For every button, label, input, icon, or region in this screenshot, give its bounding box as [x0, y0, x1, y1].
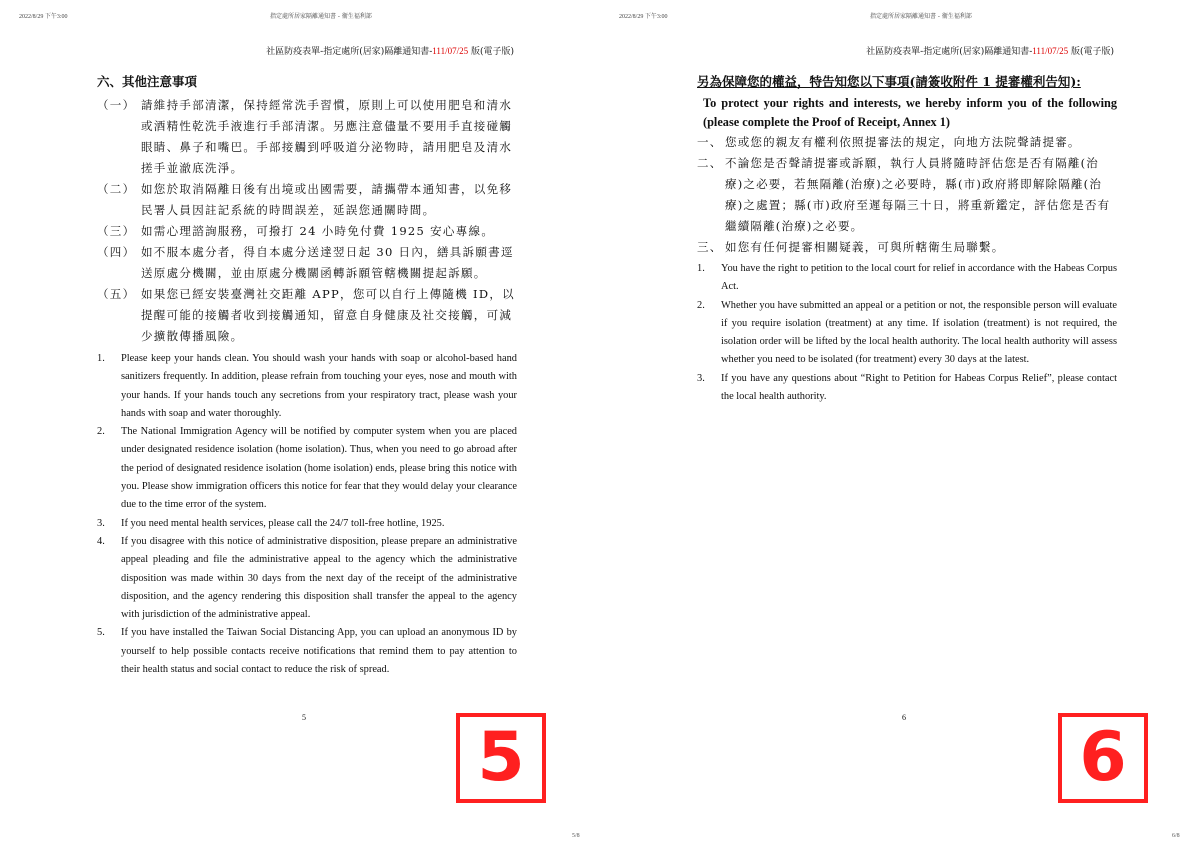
form-id-prefix: 社區防疫表單-指定處所(居家)隔離通知書- — [866, 47, 1033, 57]
page-5-content — [97, 72, 517, 679]
item-text: 如您有任何提審相關疑義，可與所轄衛生局聯繫。 — [725, 240, 1005, 254]
form-id-suffix: 版(電子版) — [1068, 47, 1114, 57]
list-item — [97, 284, 517, 347]
page-footer: 5/8 — [572, 833, 580, 839]
list-item — [697, 237, 1117, 258]
form-id — [866, 44, 1114, 57]
item-text: Whether you have submitted an appeal or a petition or not, the responsible person will evaluate if you require isolation (treatment) at any time. If isolation (treatment) is not required, the isolation order will be lifted by the local health authority. The local health authority will assess whether you need to be isolated (for treatment) every 30 days at the latest. — [721, 299, 1117, 366]
list-item — [697, 370, 1117, 407]
print-title: 指定處所居家隔離通知書 - 衛生福利部 — [270, 13, 372, 20]
list-item — [697, 153, 1117, 237]
list-item — [697, 297, 1117, 370]
list-item — [97, 179, 517, 221]
page-6-content — [697, 72, 1117, 406]
item-text: If you disagree with this notice of administrative disposition, please prepare an administrative appeal pleading and file the administrative appeal to the agency which the administrative disposition was made within 30 days from the next day of the receipt of the administrative disposition, and the agency rendering this disposition shall transfer the appeal to the agency with jurisdiction of the administrative appeal. — [121, 535, 517, 621]
item-number: 5. — [97, 627, 105, 639]
form-version: 111/07/25 — [432, 46, 469, 56]
list-item — [97, 624, 517, 679]
page-footer: 6/8 — [1172, 833, 1180, 839]
page-number: 6 — [902, 713, 906, 722]
list-item — [97, 221, 517, 242]
item-number: （五） — [97, 287, 136, 301]
item-text: 您或您的親友有權利依照提審法的規定，向地方法院聲請提審。 — [725, 135, 1081, 149]
page-badge-5: 5 — [456, 713, 546, 803]
list-item — [697, 260, 1117, 297]
rights-heading: 另為保障您的權益，特告知您以下事項(請簽收附件 1 提審權利告知): — [697, 74, 1081, 89]
item-text: 如不服本處分者，得自本處分送達翌日起 30 日內，繕具訴願書逕送原處分機關，並由原處分機關函轉訴願管轄機關提起訴願。 — [141, 245, 514, 280]
item-number: 一、 — [697, 135, 723, 149]
item-number: 3. — [97, 517, 105, 529]
item-number: （三） — [97, 224, 136, 238]
print-title: 指定處所居家隔離通知書 - 衛生福利部 — [870, 13, 972, 20]
item-number: 4. — [97, 535, 105, 547]
print-timestamp: 2022/8/29 下午3:00 — [619, 14, 668, 20]
item-number: （一） — [97, 98, 136, 112]
item-number: 1. — [97, 353, 105, 364]
item-number: 2. — [97, 426, 105, 438]
item-number: （二） — [97, 182, 136, 196]
item-number: 三、 — [697, 240, 723, 254]
document-page-6 — [600, 0, 1200, 849]
form-id-suffix: 版(電子版) — [468, 47, 514, 57]
item-number: 3. — [697, 372, 705, 384]
item-number: 2. — [697, 299, 705, 311]
page-number: 5 — [302, 713, 306, 722]
list-item — [97, 515, 517, 533]
form-id — [266, 44, 514, 57]
section-heading: 六、其他注意事項 — [97, 74, 198, 89]
list-item — [97, 350, 517, 423]
list-item — [97, 533, 517, 624]
item-text: You have the right to petition to the local court for relief in accordance with the Habeas Corpus Act. — [721, 263, 1117, 293]
item-text: 如需心理諮詢服務，可撥打 24 小時免付費 1925 安心專線。 — [141, 224, 495, 238]
item-text: 如果您已經安裝臺灣社交距離 APP，您可以自行上傳隨機 ID，以提醒可能的接觸者收到接觸通知，留意自身健康及社交接觸，可減少擴散傳播風險。 — [141, 287, 515, 343]
item-number: 1. — [697, 263, 705, 274]
item-number: （四） — [97, 245, 136, 259]
list-item — [97, 95, 517, 179]
item-text: 請維持手部清潔，保持經常洗手習慣，原則上可以使用肥皂和清水或酒精性乾洗手液進行手部清潔。另應注意儘量不要用手直接碰觸眼睛、鼻子和嘴巴。手部接觸到呼吸道分泌物時，請用肥皂及清水搓手並澈底洗淨。 — [141, 98, 513, 175]
form-id-prefix: 社區防疫表單-指定處所(居家)隔離通知書- — [266, 47, 433, 57]
item-text: If you have any questions about “Right to Petition for Habeas Corpus Relief”, please contact the local health authority. — [721, 372, 1117, 403]
list-item — [97, 242, 517, 284]
rights-heading-en: To protect your rights and interests, we hereby inform you of the following (please complete the Proof of Receipt, Annex 1) — [703, 96, 1117, 129]
item-text: If you need mental health services, please call the 24/7 toll-free hotline, 1925. — [121, 517, 445, 529]
item-text: The National Immigration Agency will be notified by computer system when you are placed under designated residence isolation (home isolation). Thus, when you need to go abroad after the period of designated residence isolation (home isolation) ends, please bring this notice with you. Please show immigration officers this notice for fear that they would delay your clearance due to the time error of the system. — [121, 426, 517, 511]
list-item — [97, 423, 517, 514]
item-text: If you have installed the Taiwan Social Distancing App, you can upload an anonymous ID by yourself to help possible contacts receive notifications that remind them to pay attention to their health status and social contact to reduce the risk of spread. — [121, 627, 517, 676]
print-timestamp: 2022/8/29 下午3:00 — [19, 14, 68, 20]
item-number: 二、 — [697, 156, 723, 170]
item-text: Please keep your hands clean. You should wash your hands with soap or alcohol-based hand sanitizers frequently. In addition, please refrain from touching your eyes, nose and mouth with your hands. If your hands touch any secretions from your respiratory tract, please wash your hands with soap and water thoroughly. — [121, 353, 517, 419]
form-version: 111/07/25 — [1032, 46, 1069, 56]
page-badge-6: 6 — [1058, 713, 1148, 803]
item-text: 不論您是否聲請提審或訴願，執行人員將隨時評估您是否有隔離(治療)之必要，若無隔離(治療)之必要時，縣(市)政府將即解除隔離(治療)之處置；縣(市)政府至遲每隔三十日，將重新鑑定，評估您是否有繼續隔離(治療)之必要。 — [725, 156, 1111, 233]
item-text: 如您於取消隔離日後有出境或出國需要，請攜帶本通知書，以免移民署人員因註記系統的時間誤差，延誤您通關時間。 — [141, 182, 513, 217]
list-item — [697, 132, 1117, 153]
